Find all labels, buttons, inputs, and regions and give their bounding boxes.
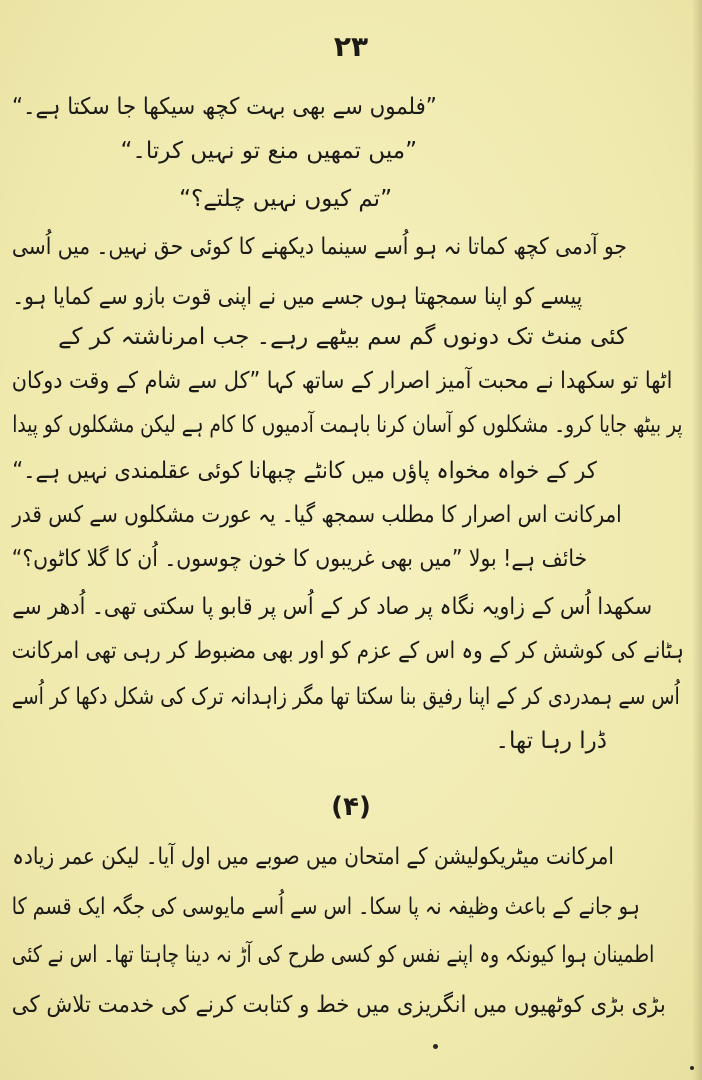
text-line: اطمینان ہوا کیونکہ وہ اپنے نفس کو کسی طرح کی آڑ نہ دینا چاہتا تھا۔ اس نے کئی: [11, 942, 654, 968]
text-line: ”میں تمھیں منع تو نہیں کرتا۔“: [120, 138, 417, 164]
text-line: اٹھا تو سکھدا نے محبت آمیز اصرار کے ساتھ کہا ”کل سے شام کے وقت دوکان: [11, 368, 672, 394]
text-line: سکھدا اُس کے زاویہ نگاہ پر صاد کر کے اُس پر قابو پا سکتی تھی۔ اُدھر سے: [12, 594, 652, 620]
text-line: کر کے خواہ مخواہ پاؤں میں کانٹے چبھانا کوئی عقلمندی نہیں ہے۔“: [12, 458, 597, 484]
text-line: ہٹانے کی کوشش کر کے وہ اس کے عزم کو اور بھی مضبوط کر رہی تھی امرکانت: [11, 638, 684, 664]
text-line: پر بیٹھ جایا کرو۔ مشکلوں کو آسان کرنا باہمت آدمیوں کا کام ہے لیکن مشکلوں کو پیدا: [11, 412, 682, 438]
text-line: جو آدمی کچھ کماتا نہ ہو اُسے سینما دیکھنے کا کوئی حق نہیں۔ میں اُسی: [11, 234, 627, 260]
text-line: پیسے کو اپنا سمجھتا ہوں جسے میں نے اپنی قوت بازو سے کمایا ہو۔: [11, 284, 582, 310]
section-number: (۴): [331, 792, 371, 822]
text-line: ”تم کیوں نہیں چلتے؟“: [179, 186, 392, 212]
text-line: اُس سے ہمدردی کر کے اپنا رفیق بنا سکتا تھا مگر زاہدانہ ترک کی شکل دکھا کر اُسے: [11, 684, 680, 710]
text-line: بڑی بڑی کوٹھیوں میں انگریزی میں خط و کتابت کرنے کی خدمت تلاش کی: [11, 992, 666, 1018]
text-line: خائف ہے! بولا ”میں بھی غریبوں کا خون چوسوں۔ اُن کا گلا کاٹوں؟“: [11, 546, 587, 572]
text-line: کئی منٹ تک دونوں گم سم بیٹھے رہے۔ جب امرناشتہ کر کے: [58, 324, 627, 350]
text-line: امرکانت اس اصرار کا مطلب سمجھ گیا۔ یہ عورت مشکلوں سے کس قدر: [12, 502, 622, 528]
page-edge-shadow: [692, 0, 702, 1080]
text-line: امرکانت میٹریکولیشن کے امتحان میں صوبے میں اول آیا۔ لیکن عمر زیادہ: [12, 844, 614, 870]
ink-speck: [433, 1044, 438, 1049]
text-line: ڈرا رہا تھا۔: [495, 728, 607, 754]
page-number: ۲۳: [333, 30, 369, 63]
text-line: ”فلموں سے بھی بہت کچھ سیکھا جا سکتا ہے۔“: [12, 94, 437, 120]
text-line: ہو جانے کے باعث وظیفہ نہ پا سکا۔ اس سے اُسے مایوسی کی جگہ ایک قسم کا: [11, 894, 640, 920]
